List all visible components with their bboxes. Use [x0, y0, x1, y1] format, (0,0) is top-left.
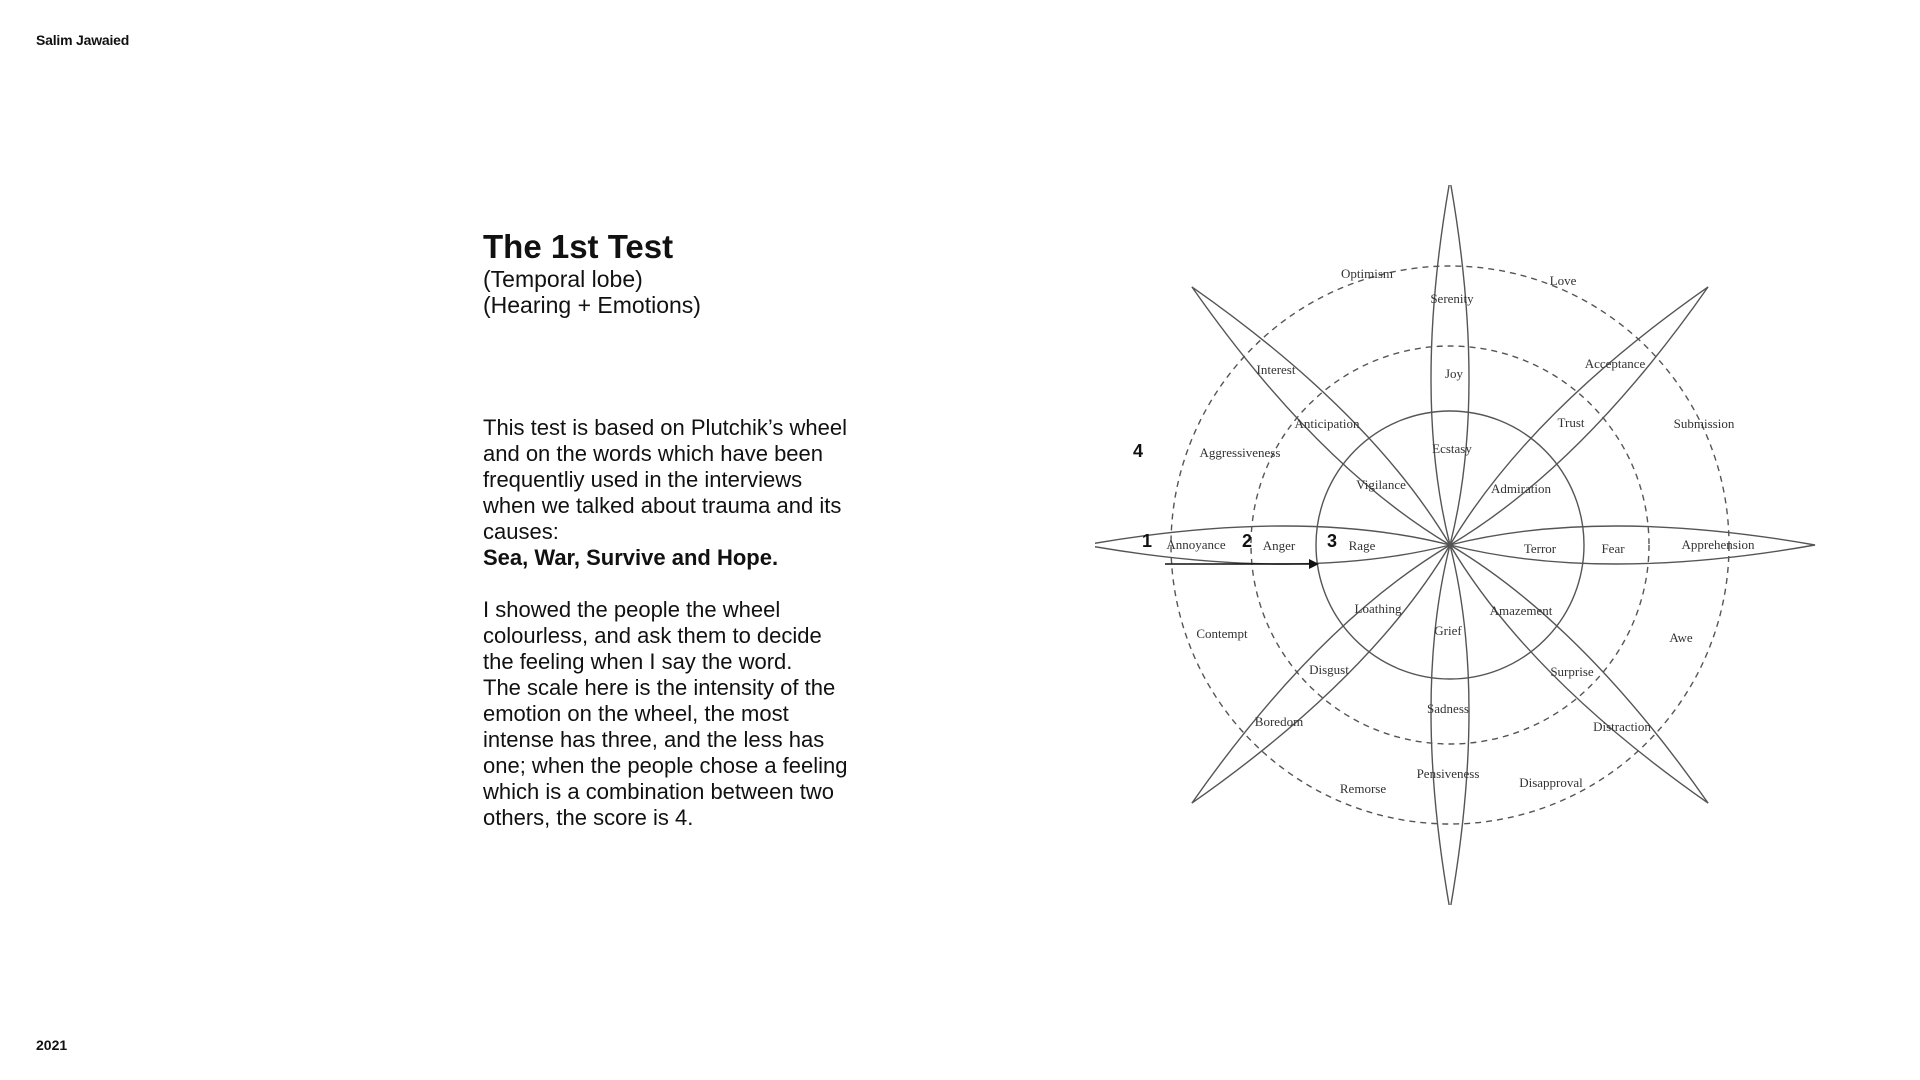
label-annoyance: Annoyance [1166, 537, 1226, 552]
label-acceptance: Acceptance [1584, 356, 1646, 371]
label-anticipation: Anticipation [1294, 416, 1360, 431]
label-aggressiveness: Aggressiveness [1199, 445, 1281, 460]
para2-line: I showed the people the wheel [483, 597, 781, 622]
para1-line: causes: [483, 519, 559, 544]
label-disgust: Disgust [1309, 662, 1349, 677]
label-rage: Rage [1348, 538, 1376, 553]
para2-line: others, the score is 4. [483, 805, 694, 830]
label-contempt: Contempt [1196, 626, 1248, 641]
petal-fear [1450, 526, 1815, 564]
label-vigilance: Vigilance [1356, 477, 1406, 492]
keywords: Sea, War, Survive and Hope. [483, 545, 779, 570]
para2-line: which is a combination between two [483, 779, 834, 804]
label-ecstasy: Ecstasy [1432, 441, 1472, 456]
para2-line: the feeling when I say the word. [483, 649, 793, 674]
label-love: Love [1549, 273, 1577, 288]
author-name: Salim Jawaied [36, 32, 130, 48]
label-disapproval: Disapproval [1519, 775, 1583, 790]
subtitle-senses: (Hearing + Emotions) [483, 292, 701, 318]
label-joy: Joy [1444, 366, 1464, 381]
label-interest: Interest [1256, 362, 1296, 377]
label-terror: Terror [1523, 541, 1557, 556]
description [483, 415, 883, 831]
para2-line: emotion on the wheel, the most [483, 701, 789, 726]
page-title: The 1st Test [483, 228, 674, 265]
para2-line: intense has three, and the less has [483, 727, 825, 752]
subtitle-lobe: (Temporal lobe) [483, 266, 643, 292]
score-annoyance: 1 [1142, 531, 1153, 551]
label-trust: Trust [1557, 415, 1585, 430]
label-distraction: Distraction [1593, 719, 1651, 734]
label-loathing: Loathing [1354, 601, 1402, 616]
label-boredom: Boredom [1254, 714, 1304, 729]
label-optimism: Optimism [1340, 266, 1394, 281]
label-awe: Awe [1669, 630, 1693, 645]
petal-sadness [1431, 545, 1469, 905]
label-fear: Fear [1601, 541, 1625, 556]
label-anger: Anger [1262, 538, 1296, 553]
label-submission: Submission [1673, 416, 1735, 431]
para1-line: and on the words which have been [483, 441, 824, 466]
para1-line: This test is based on Plutchik’s wheel [483, 415, 847, 440]
label-admiration: Admiration [1491, 481, 1551, 496]
label-sadness: Sadness [1427, 701, 1469, 716]
para2-line: The scale here is the intensity of the [483, 675, 836, 700]
label-apprehension: Apprehension [1681, 537, 1755, 552]
petal-joy [1431, 185, 1469, 545]
para2-line: one; when the people chose a feeling [483, 753, 848, 778]
label-remorse: Remorse [1339, 781, 1387, 796]
label-surprise: Surprise [1550, 664, 1594, 679]
label-grief: Grief [1434, 623, 1462, 638]
year-label: 2021 [36, 1037, 68, 1053]
label-serenity: Serenity [1430, 291, 1474, 306]
label-pensiveness: Pensiveness [1416, 766, 1480, 781]
text-column [483, 228, 883, 831]
score-rage: 3 [1327, 531, 1338, 551]
para2-line: colourless, and ask them to decide [483, 623, 822, 648]
score-aggressiveness: 4 [1133, 441, 1144, 461]
emotion-labels [1166, 266, 1755, 796]
score-anger: 2 [1242, 531, 1253, 551]
label-amazement: Amazement [1489, 603, 1553, 618]
plutchik-wheel [1095, 185, 1825, 905]
para1-line: when we talked about trauma and its [483, 493, 842, 518]
para1-line: frequentliy used in the interviews [483, 467, 803, 492]
